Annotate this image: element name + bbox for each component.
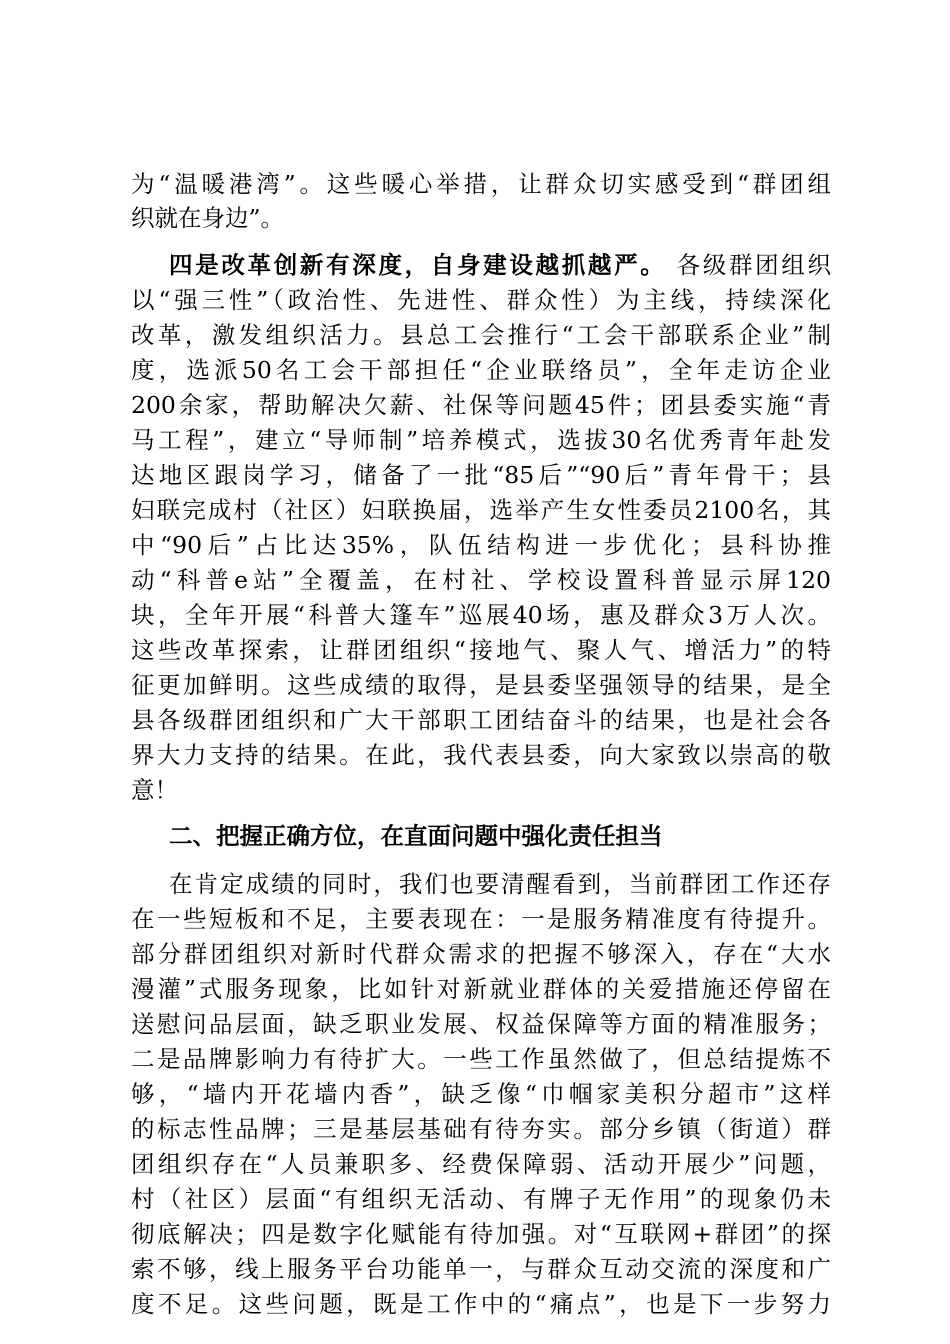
paragraph-line: 马工程”，建立“导师制”培养模式，选拔30名优秀青年赴发 — [131, 426, 831, 454]
paragraph-line: 部分群团组织对新时代群众需求的把握不够深入，存在“大水 — [131, 940, 831, 968]
paragraph-line: 以“强三性”（政治性、先进性、群众性）为主线，持续深化 — [131, 286, 831, 314]
paragraph-line: 漫灌”式服务现象，比如针对新就业群体的关爱措施还停留在 — [131, 975, 831, 1003]
paragraph-lead-bold: 四是改革创新有深度，自身建设越抓越严。 — [169, 251, 667, 279]
paragraph-line: 达地区跟岗学习，储备了一批“85后”“90后”青年骨干；县 — [131, 461, 831, 489]
paragraph-line: 度不足。这些问题，既是工作中的“痛点”，也是下一步努力 — [131, 1290, 831, 1318]
paragraph-line: 度，选派50名工会干部担任“企业联络员”，全年走访企业 — [131, 356, 831, 384]
paragraph-line: 块，全年开展“科普大篷车”巡展40场，惠及群众3万人次。 — [131, 601, 831, 629]
paragraph-line: 够，“墙内开花墙内香”，缺乏像“巾帼家美积分超市”这样 — [131, 1080, 831, 1108]
paragraph-line: 为“温暖港湾”。这些暖心举措，让群众切实感受到“群团组 — [131, 170, 831, 198]
paragraph-line: 征更加鲜明。这些成绩的取得，是县委坚强领导的结果，是全 — [131, 671, 831, 699]
paragraph-line: 中“90后”占比达35%，队伍结构进一步优化；县科协推 — [131, 531, 831, 559]
paragraph-line: 改革，激发组织活力。县总工会推行“工会干部联系企业”制 — [131, 321, 831, 349]
paragraph-line: 200余家，帮助解决欠薪、社保等问题45件；团县委实施“青 — [131, 391, 831, 419]
paragraph-line: 的标志性品牌；三是基层基础有待夯实。部分乡镇（街道）群 — [131, 1115, 831, 1143]
paragraph-line: 团组织存在“人员兼职多、经费保障弱、活动开展少”问题， — [131, 1150, 831, 1178]
paragraph-line: 彻底解决；四是数字化赋能有待加强。对“互联网+群团”的探 — [131, 1220, 831, 1248]
paragraph-line: 二是品牌影响力有待扩大。一些工作虽然做了，但总结提炼不 — [131, 1045, 831, 1073]
paragraph-line: 索不够，线上服务平台功能单一，与群众互动交流的深度和广 — [131, 1255, 831, 1283]
paragraph-first-line — [169, 247, 831, 283]
paragraph-line: 妇联完成村（社区）妇联换届，选举产生女性委员2100名，其 — [131, 496, 831, 524]
paragraph-line: 村（社区）层面“有组织无活动、有牌子无作用”的现象仍未 — [131, 1185, 831, 1213]
paragraph-line: 县各级群团组织和广大干部职工团结奋斗的结果，也是社会各 — [131, 706, 831, 734]
paragraph-lead-rest: 各级群团组织 — [676, 251, 831, 279]
paragraph-line: 在一些短板和不足，主要表现在：一是服务精准度有待提升。 — [131, 905, 831, 933]
paragraph-line: 意！ — [131, 776, 178, 804]
paragraph-line: 动“科普e站”全覆盖，在村社、学校设置科普显示屏120 — [131, 566, 831, 594]
paragraph-line: 送慰问品层面，缺乏职业发展、权益保障等方面的精准服务； — [131, 1010, 831, 1038]
paragraph-line: 界大力支持的结果。在此，我代表县委，向大家致以崇高的敬 — [131, 741, 831, 769]
section-heading: 二、把握正确方位，在直面问题中强化责任担当 — [169, 822, 663, 850]
paragraph-line: 这些改革探索，让群团组织“接地气、聚人气、增活力”的特 — [131, 636, 831, 664]
paragraph-first-line: 在肯定成绩的同时，我们也要清醒看到，当前群团工作还存 — [169, 870, 831, 898]
paragraph-line: 织就在身边”。 — [131, 204, 285, 232]
